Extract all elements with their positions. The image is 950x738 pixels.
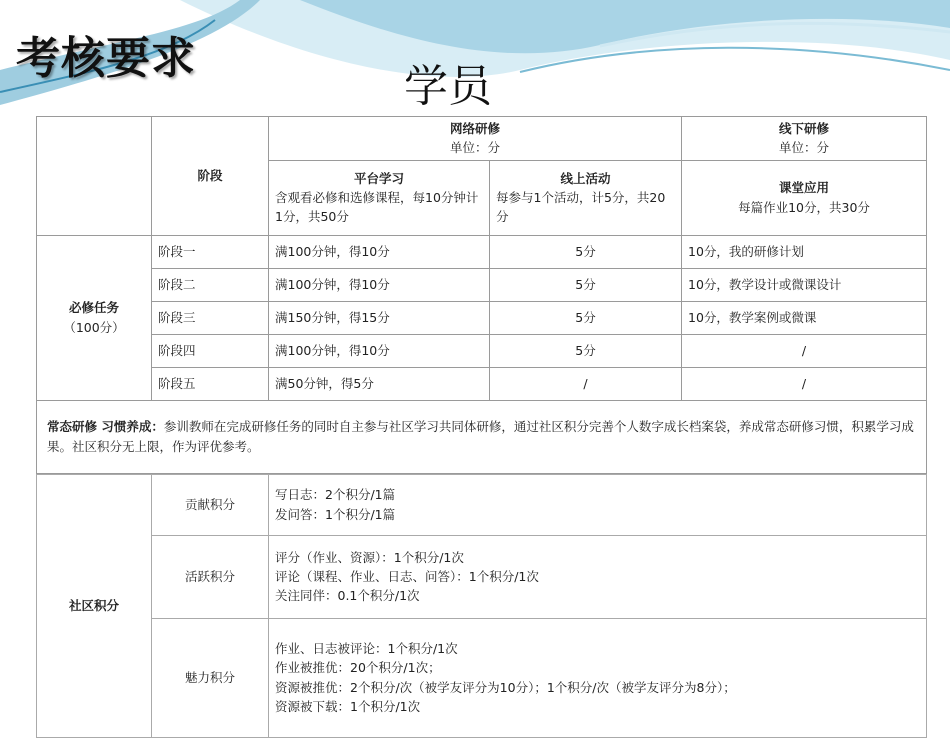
slide-title: 考核要求 [16, 33, 196, 84]
classroom-cell: / [682, 334, 927, 367]
slide-subtitle: 学员 [404, 61, 492, 112]
points-rule: 资源被推优：2个积分/次（被学友评分为10分）；1个积分/次（被学友评分为8分）； [275, 679, 736, 695]
stage-cell: 阶段一 [152, 235, 269, 268]
platform-cell: 满100分钟，得10分 [269, 268, 490, 301]
required-tasks-title: 必修任务 [68, 300, 119, 316]
classroom-cell: 10分，教学设计或微课设计 [682, 268, 927, 301]
habit-note-bold: 常态研修 习惯养成： [47, 419, 164, 435]
assessment-tables [36, 116, 926, 713]
stage-cell: 阶段二 [152, 268, 269, 301]
classroom-cell: 10分，我的研修计划 [682, 235, 927, 268]
points-group-name: 魅力积分 [152, 618, 269, 737]
classroom-header [682, 160, 927, 235]
stage-cell: 阶段五 [152, 367, 269, 400]
activity-header [490, 160, 682, 235]
online-header-unit: 单位：分 [450, 140, 501, 156]
platform-header [269, 160, 490, 235]
offline-header-title: 线下研修 [779, 121, 830, 136]
offline-header [682, 117, 927, 161]
platform-cell: 满100分钟，得10分 [269, 235, 490, 268]
points-rule: 写日志：2个积分/1篇 [275, 487, 396, 503]
platform-header-desc: 含观看必修和选修课程，每10分钟计1分，共50分 [275, 190, 479, 225]
stage-cell: 阶段三 [152, 301, 269, 334]
habit-note-text: 参训教师在完成研修任务的同时自主参与社区学习共同体研修，通过社区积分完善个人数字成长档案袋，养成常态研修习惯，积累学习成果。社区积分无上限，作为评优参考。 [47, 419, 914, 454]
habit-note [37, 400, 927, 473]
online-header [269, 117, 682, 161]
required-tasks-empty-head [37, 117, 152, 236]
points-rule: 作业被推优：20个积分/1次； [275, 660, 441, 676]
required-tasks-points: （100分） [63, 319, 125, 335]
activity-header-title: 线上活动 [560, 170, 611, 186]
classroom-header-desc: 每篇作业10分，共30分 [738, 199, 870, 215]
points-group-rules [269, 535, 927, 618]
required-tasks-table [36, 116, 927, 474]
activity-cell: 5分 [490, 301, 682, 334]
activity-cell: 5分 [490, 334, 682, 367]
activity-cell: 5分 [490, 235, 682, 268]
platform-header-title: 平台学习 [353, 170, 404, 186]
points-rule: 评论（课程、作业、日志、问答）：1个积分/1次 [275, 569, 539, 585]
points-group-rules [269, 474, 927, 535]
platform-cell: 满100分钟，得10分 [269, 334, 490, 367]
points-rule: 发问答：1个积分/1篇 [275, 506, 396, 522]
platform-cell: 满50分钟，得5分 [269, 367, 490, 400]
activity-cell: / [490, 367, 682, 400]
offline-header-unit: 单位：分 [779, 140, 830, 156]
points-rule: 资源被下载：1个积分/1次 [275, 699, 421, 715]
required-tasks-label [37, 235, 152, 400]
stage-cell: 阶段四 [152, 334, 269, 367]
points-group-rules [269, 618, 927, 737]
classroom-cell: / [682, 367, 927, 400]
activity-cell: 5分 [490, 268, 682, 301]
points-group-name: 贡献积分 [152, 474, 269, 535]
points-rule: 关注同伴：0.1个积分/1次 [275, 588, 420, 604]
stage-header: 阶段 [152, 117, 269, 236]
activity-header-desc: 每参与1个活动，计5分，共20分 [496, 190, 666, 225]
online-header-title: 网络研修 [450, 121, 501, 136]
points-rule: 评分（作业、资源）：1个积分/1次 [275, 549, 464, 565]
community-points-label: 社区积分 [37, 474, 152, 737]
classroom-cell: 10分，教学案例或微课 [682, 301, 927, 334]
platform-cell: 满150分钟，得15分 [269, 301, 490, 334]
points-group-name: 活跃积分 [152, 535, 269, 618]
classroom-header-title: 课堂应用 [779, 180, 830, 196]
points-rule: 作业、日志被评论：1个积分/1次 [275, 641, 458, 656]
community-points-table [36, 474, 927, 738]
